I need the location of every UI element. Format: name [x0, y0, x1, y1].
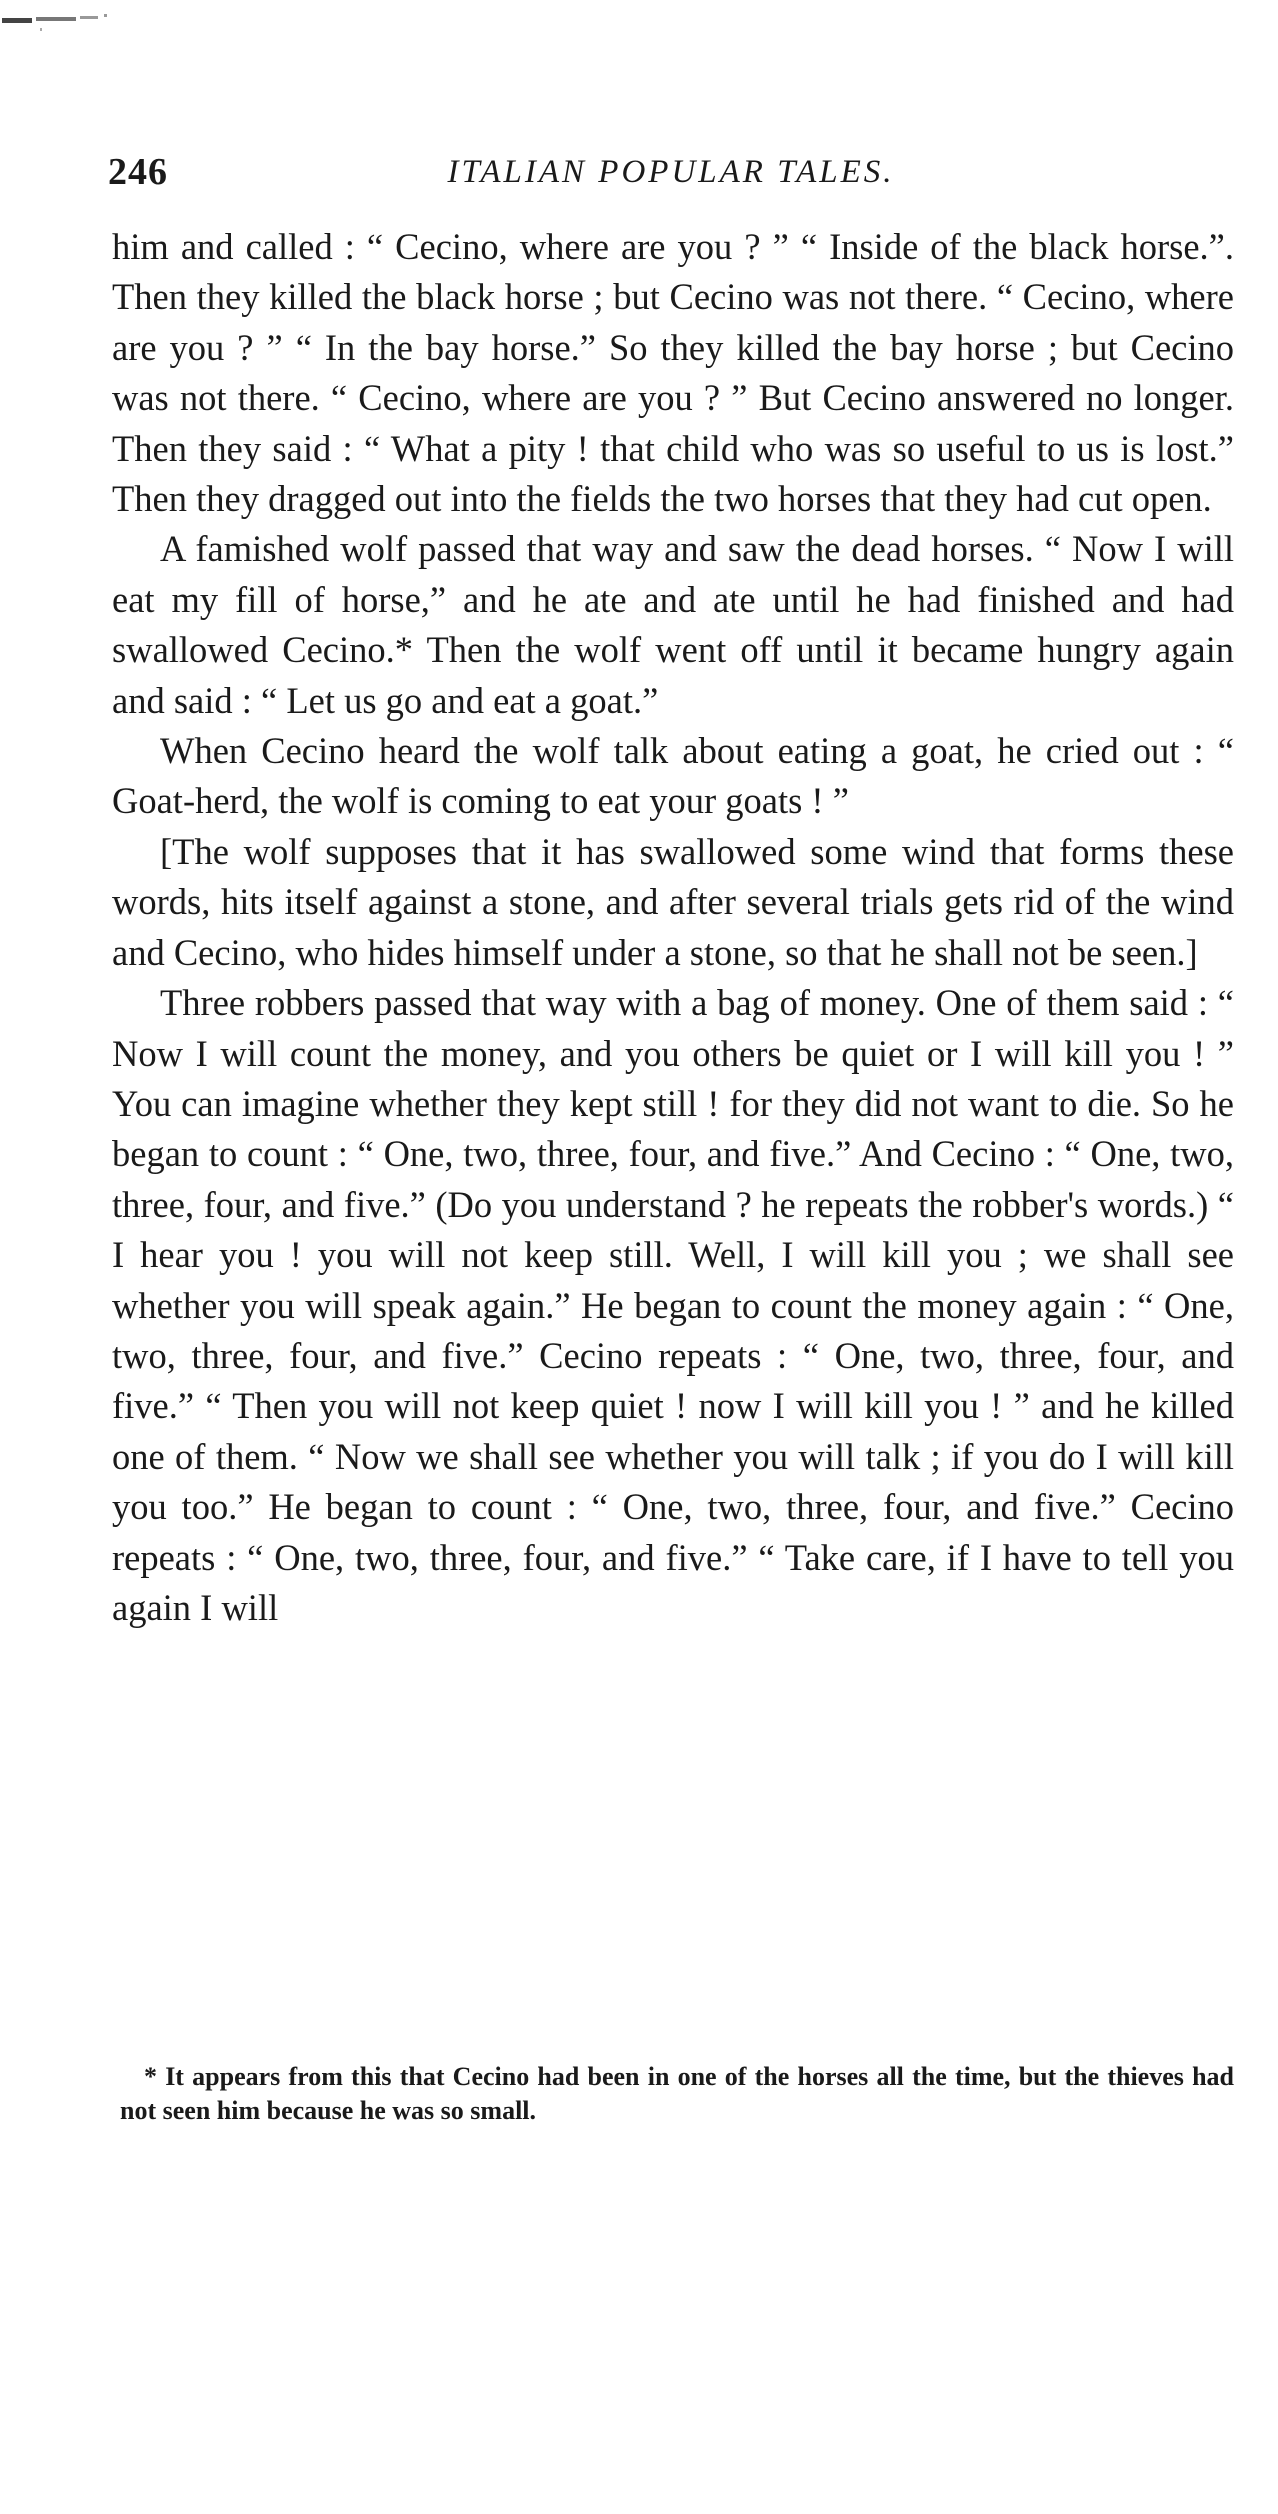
body-text	[112, 222, 1234, 1633]
footnote-text: * It appears from this that Cecino had been in one of the horses all the time, but the thieves had not seen him because he was so small.	[120, 2062, 1234, 2125]
paragraph: Three robbers passed that way with a bag of money. One of them said : “ Now I will count the money, and you others be quiet or I will kill you ! ” You can imagine whether they kept still ! for they did not want to die. So he began to count : “ One, two, three, four, and five.” And Cecino : “ One, two, three, four, and five.” (Do you understand ? he repeats the robber's words.) “ I hear you ! you will not keep still. Well, I will kill you ; we shall see whether you will speak again.” He began to count the money again : “ One, two, three, four, and five.” Cecino repeats : “ One, two, three, four, and five.” “ Then you will not keep quiet ! now I will kill you ! ” and he killed one of them. “ Now we shall see whether you will talk ; if you do I will kill you too.” He began to count : “ One, two, three, four, and five.” Cecino repeats : “ One, two, three, four, and five.” “ Take care, if I have to tell you again I will	[112, 982, 1234, 1628]
running-head	[108, 150, 1234, 200]
running-title: ITALIAN POPULAR TALES.	[447, 154, 895, 190]
paragraph: A famished wolf passed that way and saw the dead horses. “ Now I will eat my fill of horse,” and he ate and ate until he had finished and had swallowed Cecino.* Then the wolf went off until it became hungry again and said : “ Let us go and eat a goat.”	[112, 528, 1234, 721]
page-number: 246	[108, 151, 168, 193]
paragraph: When Cecino heard the wolf talk about eating a goat, he cried out : “ Goat-herd, the wolf is coming to eat your goats ! ”	[112, 730, 1234, 822]
paragraph: him and called : “ Cecino, where are you ? ” “ Inside of the black horse.”. Then they killed the black horse ; but Cecino was not there. “ Cecino, where are you ? ” “ In the bay horse.” So they killed the bay horse ; but Cecino was not there. “ Cecino, where are you ? ” But Cecino answered no longer. Then they said : “ What a pity ! that child who was so useful to us is lost.” Then they dragged out into the fields the two horses that they had cut open.	[112, 226, 1234, 520]
paragraph: [The wolf supposes that it has swallowed some wind that forms these words, hits itself against a stone, and after several trials gets rid of the wind and Cecino, who hides himself under a stone, so that he shall not be seen.]	[112, 830, 1234, 973]
footnote	[120, 2060, 1234, 2128]
print-specks-decoration	[0, 12, 110, 34]
